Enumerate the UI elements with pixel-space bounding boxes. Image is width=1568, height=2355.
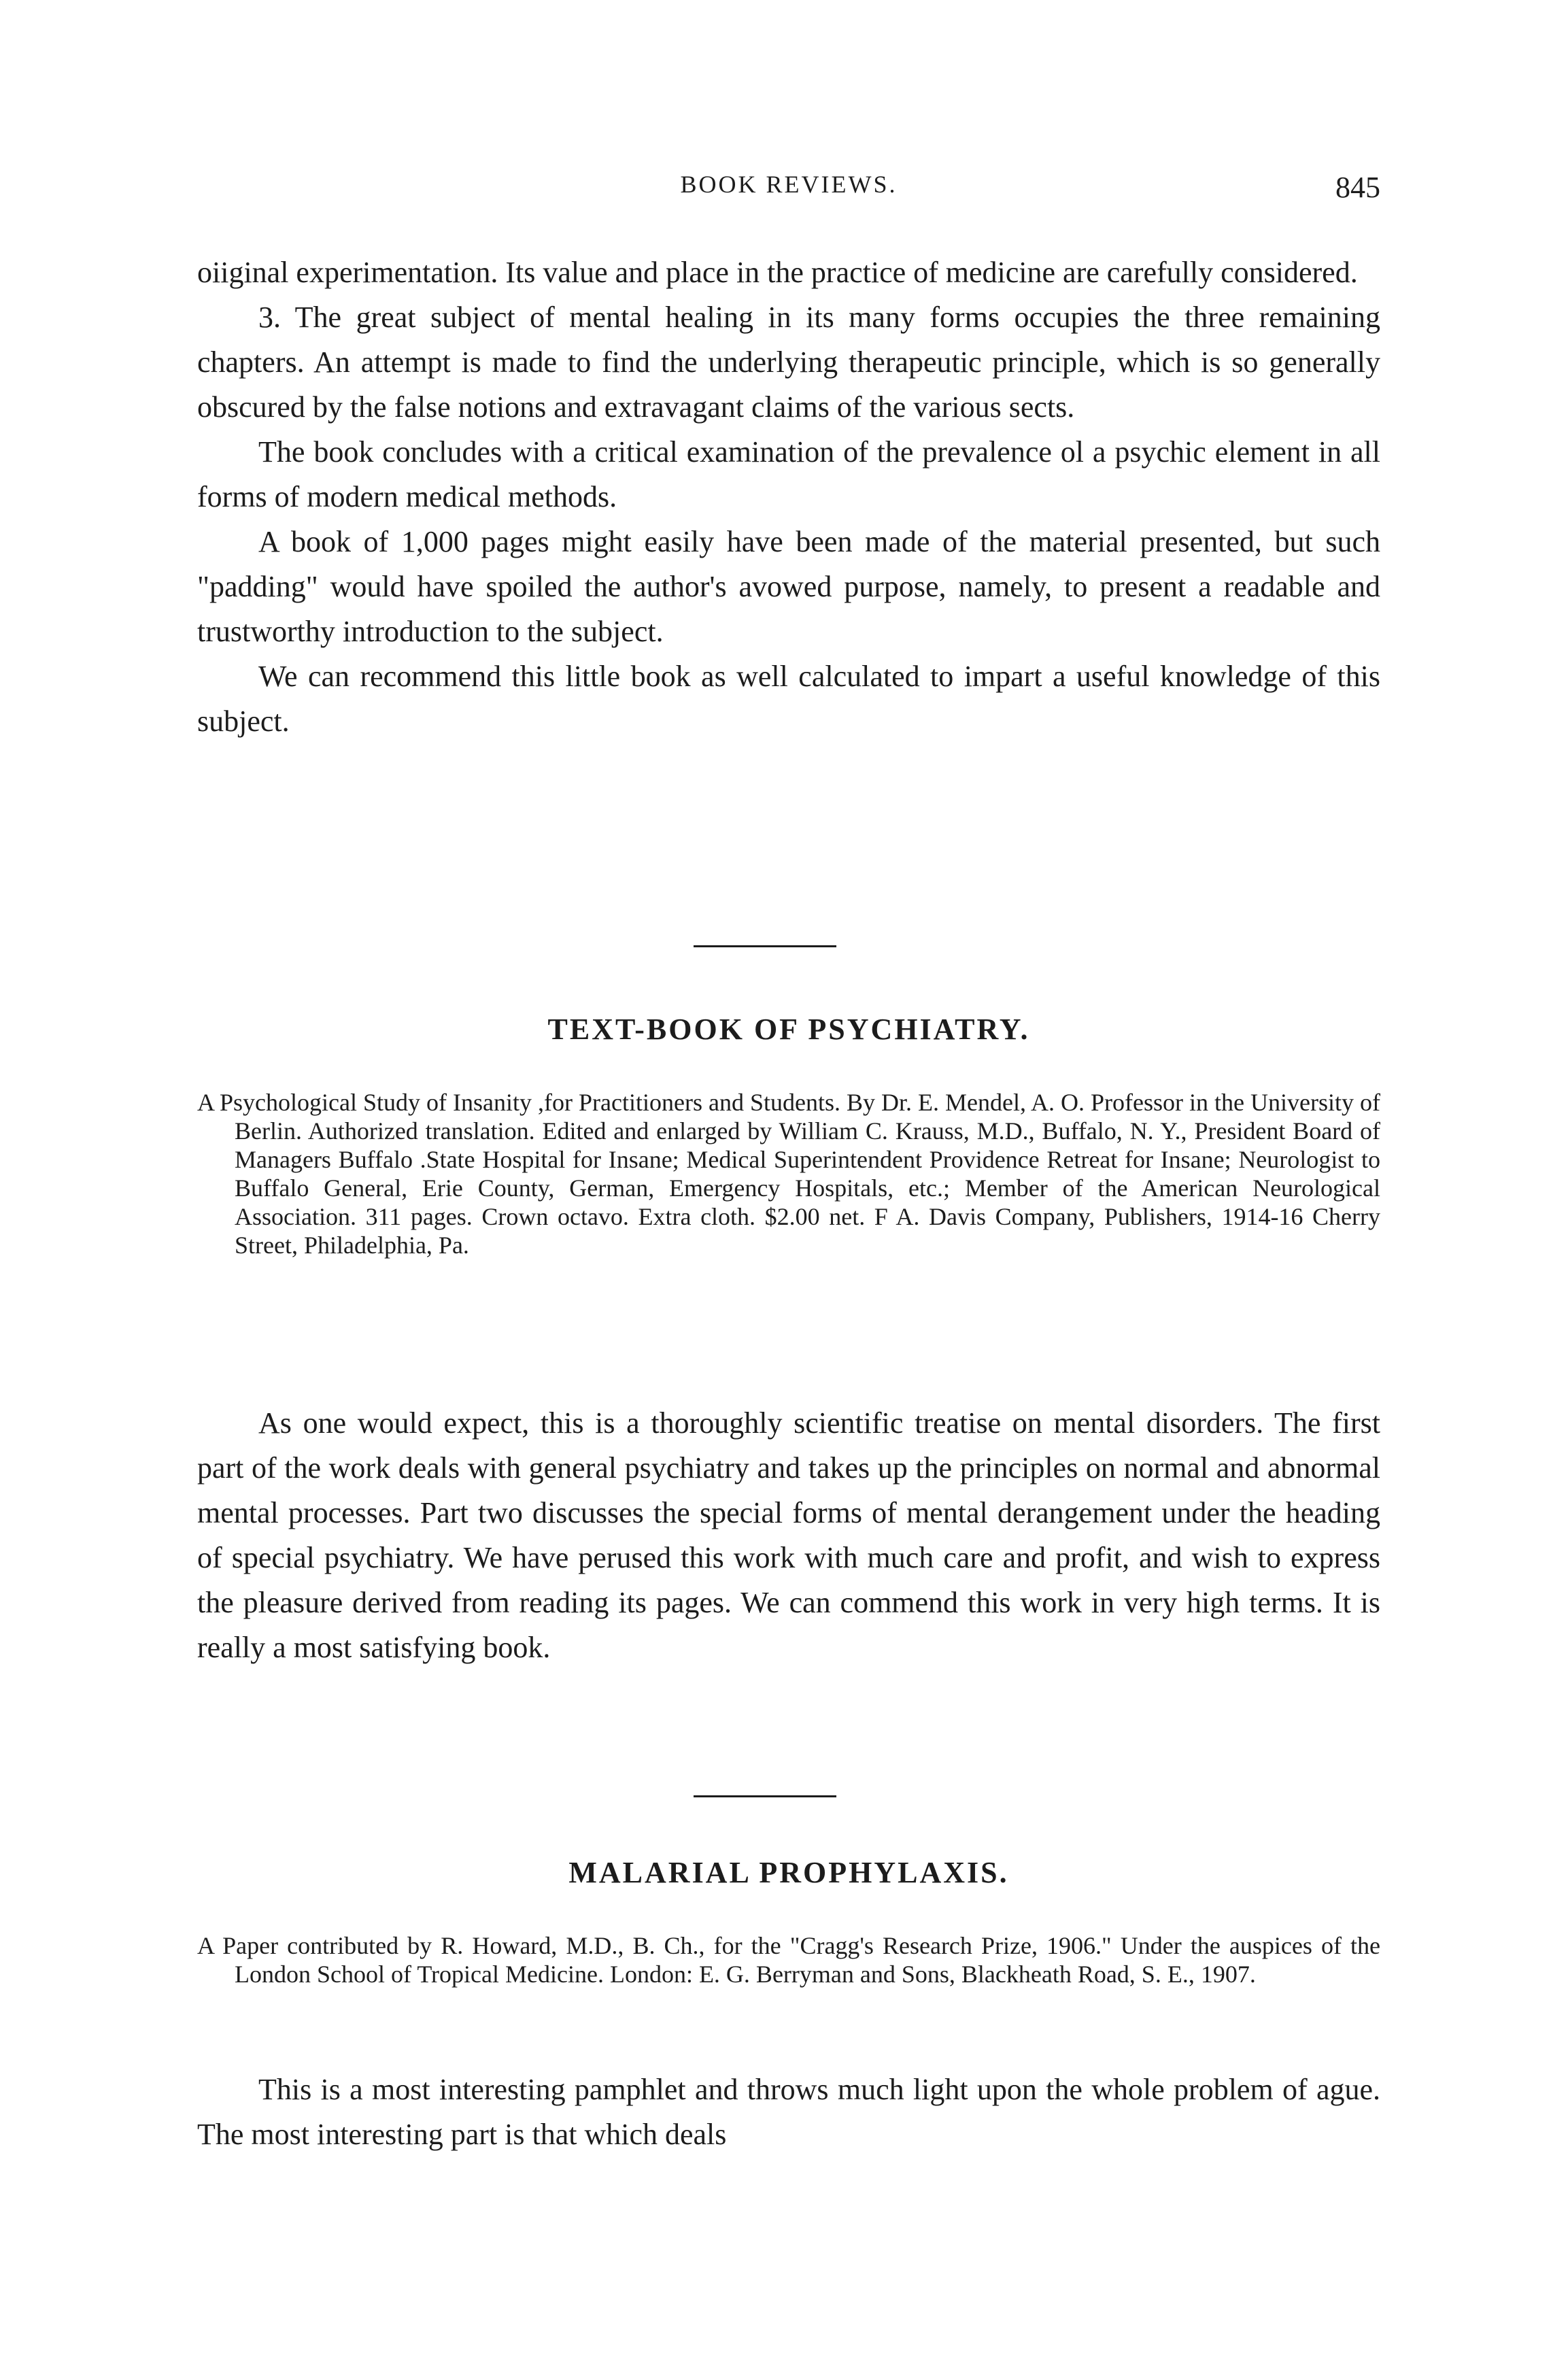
book-page	[197, 0, 1380, 2355]
malaria-review	[197, 2067, 1380, 2157]
psychiatry-citation: A Psychological Study of Insanity ,for Practitioners and Students. By Dr. E. Mendel, A. O. Professor in the University of Berlin. Authorized translation. Edited and enlarged by William C. Krauss, M.D., Buffalo, N. Y., President Board of Managers Buffalo .State Hospital for Insane; Medical Superintendent Providence Retreat for Insane; Neurologist to Buffalo General, Erie County, German, Emergency Hospitals, etc.; Member of the American Neurological Association. 311 pages. Crown octavo. Extra cloth. $2.00 net. F A. Davis Company, Publishers, 1914-16 Cherry Street, Philadelphia, Pa.	[197, 1089, 1380, 1259]
paragraph-4: A book of 1,000 pages might easily have been made of the material presented, but such "padding" would have spoiled the author's avowed purpose, namely, to present a readable and trustworthy introduction to the subject.	[197, 525, 1380, 648]
malaria-body: This is a most interesting pamphlet and throws much light upon the whole problem of ague. The most interesting part is that which deals	[197, 2073, 1380, 2151]
paragraph-5: We can recommend this little book as well calculated to impart a useful knowledge of this subject.	[197, 660, 1380, 738]
malaria-heading: MALARIAL PROPHYLAXIS.	[568, 1856, 1009, 1889]
psychiatry-heading: TEXT-BOOK OF PSYCHIATRY.	[547, 1013, 1030, 1046]
paragraph-1: oiiginal experimentation. Its value and place in the practice of medicine are carefully considered.	[197, 256, 1358, 289]
section-divider-2	[694, 1795, 836, 1797]
paragraph-3: The book concludes with a critical examination of the prevalence ol a psychic element in all forms of modern medical methods.	[197, 435, 1380, 513]
running-head	[197, 170, 1380, 211]
malaria-citation: A Paper contributed by R. Howard, M.D., B. Ch., for the "Cragg's Research Prize, 1906." Under the auspices of the London School of Tropical Medicine. London: E. G. Berryman and Sons, Blackheath Road, S. E., 1907.	[197, 1932, 1380, 1988]
review-continued	[197, 250, 1380, 744]
psychiatry-body: As one would expect, this is a thoroughly scientific treatise on mental disorders. The first part of the work deals with general psychiatry and takes up the principles on normal and abnormal mental processes. Part two discusses the special forms of mental derangement under the heading of special psychiatry. We have perused this work with much care and profit, and wish to express the pleasure derived from reading its pages. We can commend this work in very high terms. It is really a most satisfying book.	[197, 1406, 1380, 1664]
psychiatry-review	[197, 1401, 1380, 1670]
paragraph-2: 3. The great subject of mental healing in its many forms occupies the three remaining chapters. An attempt is made to find the underlying therapeutic principle, which is so generally obscured by the false notions and extravagant claims of the various sects.	[197, 301, 1380, 424]
page-number: 845	[1335, 171, 1380, 204]
section-divider-1	[694, 945, 836, 947]
running-title: BOOK REVIEWS.	[680, 171, 898, 198]
